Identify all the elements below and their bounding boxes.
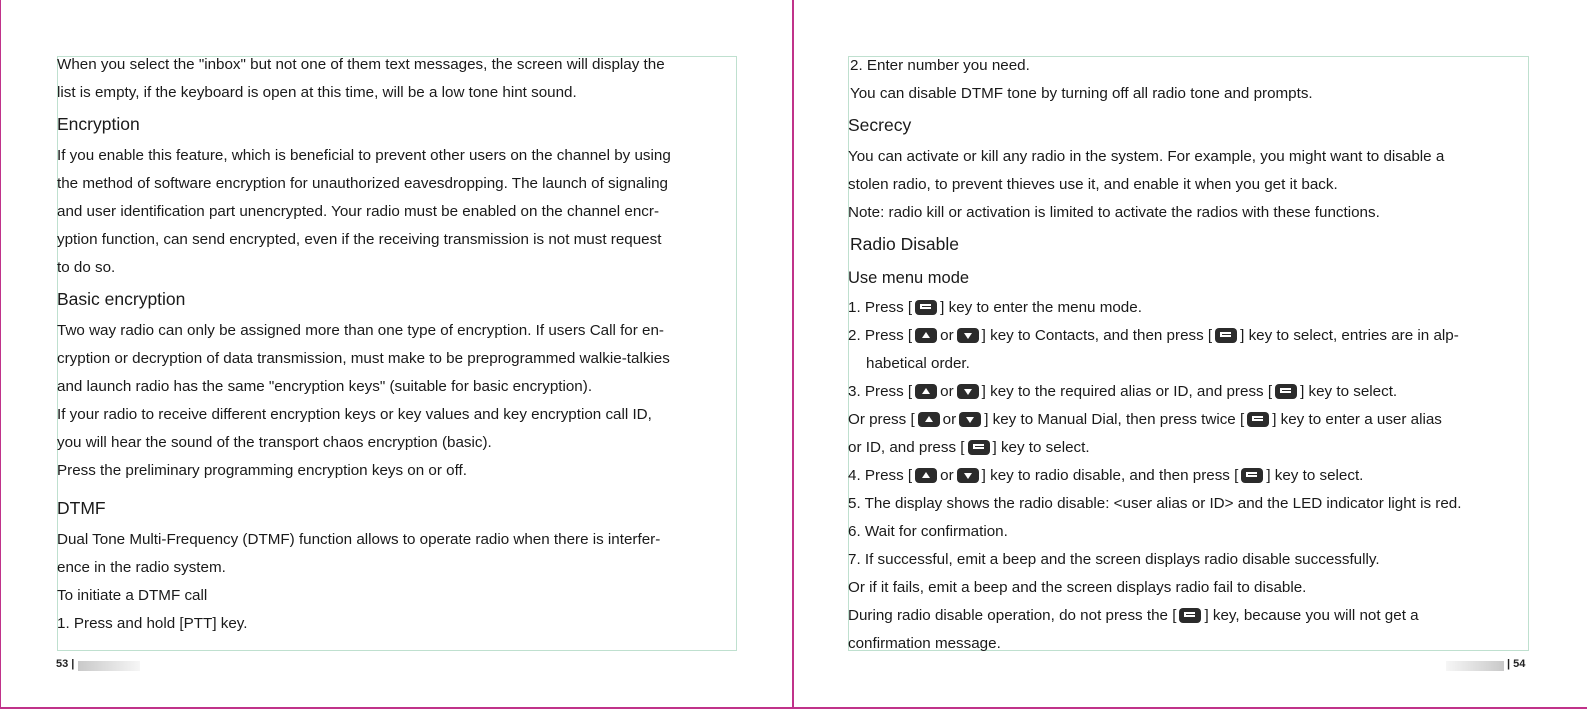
- menu-key-icon: [1241, 468, 1263, 483]
- heading-secrecy: Secrecy: [848, 115, 912, 135]
- text-fragment: 1. Press [: [848, 299, 913, 316]
- paragraph-line: you will hear the sound of the transport chaos encryption (basic).: [57, 434, 492, 451]
- paragraph-line: To initiate a DTMF call: [57, 587, 208, 604]
- step-line: habetical order.: [866, 355, 970, 372]
- text-fragment: 4. Press [: [848, 467, 913, 484]
- paragraph-line: If your radio to receive different encryption keys or key values and key encryption call ID,: [57, 406, 652, 423]
- down-arrow-key-icon: [957, 328, 979, 343]
- paragraph-line: Press the preliminary programming encryption keys on or off.: [57, 462, 467, 479]
- text-fragment: or: [940, 327, 954, 344]
- paragraph-line: stolen radio, to prevent thieves use it, and enable it when you get it back.: [848, 176, 1338, 193]
- text-fragment: ] key to Contacts, and then press [: [981, 327, 1213, 344]
- heading-basic-encryption: Basic encryption: [57, 289, 186, 309]
- text-fragment: ] key, because you will not get a: [1204, 607, 1419, 624]
- text-fragment: 3. Press [: [848, 383, 913, 400]
- text-fragment: ] key to radio disable, and then press [: [981, 467, 1239, 484]
- step-line: 6. Wait for confirmation.: [848, 523, 1008, 540]
- menu-key-icon: [1247, 412, 1269, 427]
- paragraph-line: Note: radio kill or activation is limited to activate the radios with these functions.: [848, 204, 1380, 221]
- page-divider: [792, 0, 794, 709]
- subheading-use-menu-mode: Use menu mode: [848, 269, 970, 287]
- menu-key-icon: [1275, 384, 1297, 399]
- paragraph-line: If you enable this feature, which is beneficial to prevent other users on the channel by using: [57, 147, 671, 164]
- paragraph-line: 2. Enter number you need.: [850, 57, 1030, 74]
- text-fragment: ] key to select.: [1300, 383, 1398, 400]
- paragraph-line: You can disable DTMF tone by turning off all radio tone and prompts.: [850, 85, 1313, 102]
- text-fragment: 2. Press [: [848, 327, 913, 344]
- page-number-bar-right: [1446, 661, 1504, 671]
- step-line: [848, 378, 1550, 406]
- page-number-text: 53: [56, 658, 69, 670]
- heading-dtmf: DTMF: [57, 498, 106, 518]
- menu-key-icon: [1215, 328, 1237, 343]
- heading-radio-disable: Radio Disable: [850, 234, 959, 254]
- heading-encryption: Encryption: [57, 114, 140, 134]
- text-fragment: ] key to select.: [1266, 467, 1364, 484]
- paragraph-line: When you select the "inbox" but not one of them text messages, the screen will display the: [57, 56, 665, 73]
- step-line: 7. If successful, emit a beep and the screen displays radio disable successfully.: [848, 551, 1380, 568]
- up-arrow-key-icon: [915, 384, 937, 399]
- text-fragment: ] key to enter a user alias: [1272, 411, 1442, 428]
- down-arrow-key-icon: [959, 412, 981, 427]
- trim-line-left: [0, 0, 1, 709]
- text-fragment: or: [942, 411, 957, 428]
- page-number-left: 53 |: [56, 658, 75, 670]
- step-line: Or if it fails, emit a beep and the screen displays radio fail to disable.: [848, 579, 1307, 596]
- paragraph-line: Two way radio can only be assigned more than one type of encryption. If users Call for en-: [57, 322, 664, 339]
- paragraph-line: You can activate or kill any radio in the system. For example, you might want to disable a: [848, 148, 1445, 165]
- text-fragment: Or press [: [848, 411, 915, 428]
- menu-key-icon: [1179, 608, 1201, 623]
- step-line: [848, 406, 1550, 434]
- text-fragment: ] key to the required alias or ID, and press [: [981, 383, 1273, 400]
- right-page-text: [850, 52, 1550, 658]
- text-fragment: or: [940, 467, 954, 484]
- paragraph-line: the method of software encryption for unauthorized eavesdropping. The launch of signaling: [57, 175, 668, 192]
- left-page-text: [57, 51, 757, 638]
- up-arrow-key-icon: [915, 468, 937, 483]
- text-fragment: ] key to select, entries are in alp-: [1240, 327, 1459, 344]
- text-fragment: ] key to enter the menu mode.: [940, 299, 1142, 316]
- paragraph-line: cryption or decryption of data transmission, must make to be preprogrammed walkie-talkies: [57, 350, 670, 367]
- paragraph-line: 1. Press and hold [PTT] key.: [57, 615, 248, 632]
- paragraph-line: list is empty, if the keyboard is open at this time, will be a low tone hint sound.: [57, 84, 577, 101]
- step-line: 5. The display shows the radio disable: <user alias or ID> and the LED indicator light is red.: [848, 495, 1462, 512]
- page-number-bar-left: [78, 661, 140, 671]
- up-arrow-key-icon: [918, 412, 940, 427]
- text-fragment: ] key to Manual Dial, then press twice [: [984, 411, 1245, 428]
- step-line: [848, 602, 1550, 630]
- text-fragment: or ID, and press [: [848, 439, 965, 456]
- menu-key-icon: [968, 440, 990, 455]
- text-fragment: or: [940, 383, 954, 400]
- paragraph-line: and user identification part unencrypted. Your radio must be enabled on the channel encr-: [57, 203, 659, 220]
- paragraph-line: Dual Tone Multi-Frequency (DTMF) function allows to operate radio when there is interfer-: [57, 531, 661, 548]
- down-arrow-key-icon: [957, 384, 979, 399]
- menu-key-icon: [915, 300, 937, 315]
- text-fragment: During radio disable operation, do not press the [: [848, 607, 1177, 624]
- paragraph-line: yption function, can send encrypted, even if the receiving transmission is not must request: [57, 231, 662, 248]
- step-line: [848, 462, 1550, 490]
- page-number-right: | 54: [1507, 658, 1526, 670]
- page-number-text: 54: [1513, 658, 1526, 670]
- step-line: [848, 322, 1550, 350]
- paragraph-line: ence in the radio system.: [57, 559, 226, 576]
- step-line: [848, 294, 1550, 322]
- text-fragment: ] key to select.: [992, 439, 1090, 456]
- paragraph-line: to do so.: [57, 259, 116, 276]
- paragraph-line: and launch radio has the same "encryption keys" (suitable for basic encryption).: [57, 378, 593, 395]
- up-arrow-key-icon: [915, 328, 937, 343]
- step-line: confirmation message.: [848, 635, 1001, 652]
- step-line: [848, 434, 1550, 462]
- down-arrow-key-icon: [957, 468, 979, 483]
